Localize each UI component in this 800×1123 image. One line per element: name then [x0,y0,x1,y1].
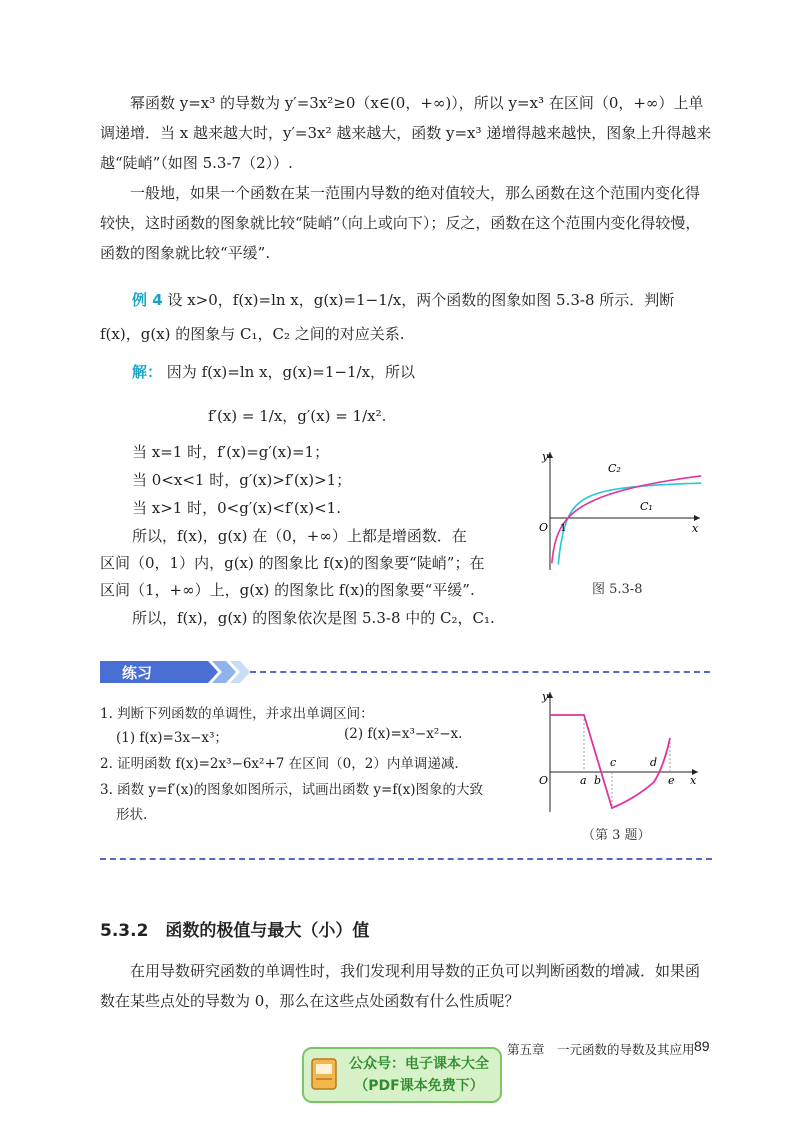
curve-c2 [558,483,701,564]
fig2-label-d: d [650,756,658,769]
question-1b: (2) f(x)=x³−x²−x. [344,726,463,742]
figure-2-caption: （第 3 题） [582,828,651,843]
question-2: 2. 证明函数 f(x)=2x³−6x²+7 在区间（0，2）内单调递减. [100,756,459,772]
banner-arrow-1 [100,661,218,683]
figure-question-3 [536,686,706,816]
practice-title: 练习 [122,664,153,682]
fig2-label-a: a [580,774,587,787]
solution-text-9: 所以，f(x)，g(x) 的图象依次是图 5.3-8 中的 C₂，C₁. [132,609,495,627]
section-paragraph: 在用导数研究函数的单调性时，我们发现利用导数的正负可以判断函数的增减．如果函数在某些点处的导数为 0，那么在这些点处函数有什么性质呢？ [100,962,701,1010]
chapter-footer: 第五章 一元函数的导数及其应用 [507,1042,695,1057]
stamp-line-2: （PDF课本免费下） [354,1078,484,1094]
stamp-text [344,1053,494,1097]
watermark-stamp [302,1047,502,1103]
example-text-2: f(x)，g(x) 的图象与 C₁，C₂ 之间的对应关系. [100,325,405,343]
solution-text-1: 因为 f(x)=ln x，g(x)=1−1/x，所以 [166,363,416,381]
page-number: 89 [694,1038,710,1054]
solution-text-8: 区间（1，+∞）上，g(x) 的图象比 f(x)的图象要“平缓”. [100,581,475,599]
intro-paragraph-2: 一般地，如果一个函数在某一范围内导数的绝对值较大，那么函数在这个范围内变化得较快，这时函数的图象就比较“陡峭”（向上或向下）；反之，函数在这个范围内变化得较慢，函数的图象就比较“平缓”. [100,184,701,262]
intro-paragraph-1: 幂函数 y=x³ 的导数为 y′=3x²≥0（x∈(0，+∞)），所以 y=x³ 在区间（0，+∞）上单调递增．当 x 越来越大时，y′=3x² 越来越大，函数 y=x³ 递增得越来越快，图象上升得越来越“陡峭”（如图 5.3-7（2））. [100,94,712,172]
book-icon [310,1057,340,1091]
fig1-one-label: 1 [560,523,567,534]
solution-label: 解： [132,363,163,381]
figure-1-caption: 图 5.3-8 [592,582,643,597]
practice-dash-top [250,671,710,673]
question-3b: 形状. [116,807,148,823]
solution-text-6: 所以，f(x)，g(x) 在（0，+∞）上都是增函数．在 [132,527,467,545]
solution-line-1 [132,360,415,384]
fig1-y-label: y [542,450,549,463]
question-1a: (1) f(x)=3x−x³； [116,730,228,746]
fig2-y-label: y [542,690,549,703]
section-title: 5.3.2 函数的极值与最大（小）值 [100,921,370,941]
fig2-label-b: b [594,774,602,787]
example-line-1 [132,288,674,312]
fig1-x-arrow [694,515,700,521]
solution-text-7: 区间（0，1）内，g(x) 的图象比 f(x)的图象要“陡峭”；在 [100,554,485,572]
example-label: 例 4 [132,291,163,309]
example-text-1: 设 x>0，f(x)=ln x，g(x)=1−1/x，两个函数的图象如图 5.3-8 所示．判断 [167,291,675,309]
curve-c1 [552,476,701,563]
fig1-x-label: x [692,522,699,535]
solution-text-5: 当 x>1 时，0<g′(x)<f′(x)<1. [132,499,341,517]
fig1-origin: O [539,521,549,534]
practice-dash-bottom [100,858,712,860]
fig1-c1-label: C₁ [640,500,653,513]
solution-derivatives: f′(x) = 1/x，g′(x) = 1/x². [208,407,387,425]
solution-text-3: 当 x=1 时，f′(x)=g′(x)=1； [132,443,330,461]
fig2-origin: O [539,774,549,787]
question-3a: 3. 函数 y=f′(x)的图象如图所示，试画出函数 y=f(x)图象的大致 [100,782,483,798]
stamp-line-1: 公众号：电子课本大全 [349,1056,489,1072]
fig1-c2-label: C₂ [608,462,621,475]
fig2-label-e: e [668,774,675,787]
fig2-x-label: x [690,774,697,787]
question-1: 1. 判断下列函数的单调性，并求出单调区间： [100,706,374,722]
solution-text-4: 当 0<x<1 时，g′(x)>f′(x)>1； [132,471,352,489]
fig2-label-c: c [610,756,617,769]
figure-5-3-8 [536,446,706,576]
